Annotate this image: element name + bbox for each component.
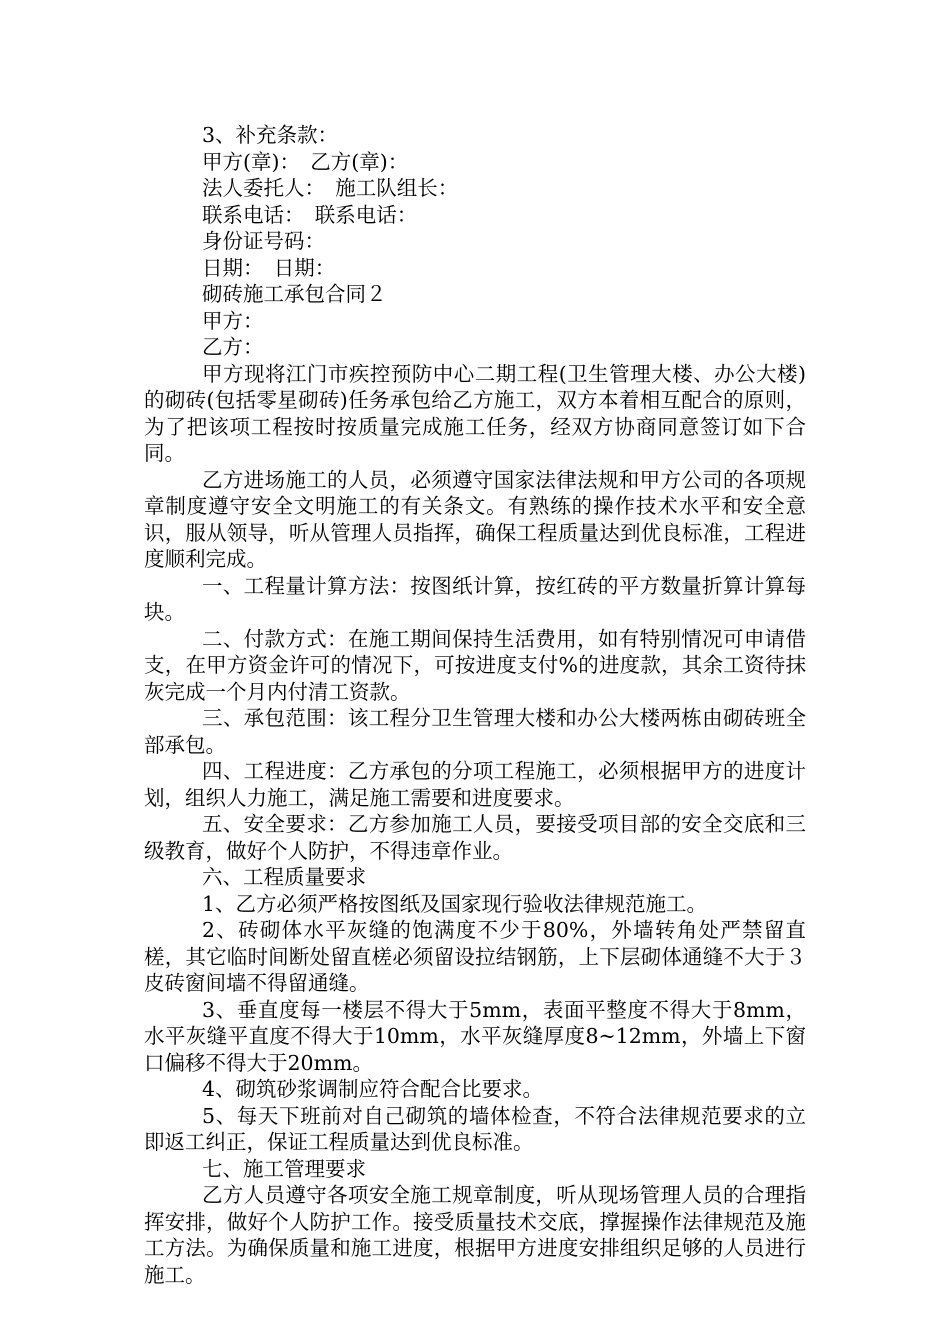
signature-id-line: 身份证号码：	[202, 229, 325, 253]
signature-representative-line: 法人委托人： 施工队组长：	[202, 176, 459, 200]
party-b-line: 乙方：	[202, 335, 264, 359]
paragraph-section-1: 一、工程量计算方法：按图纸计算，按红砖的平方数量折算计算每块。	[144, 573, 806, 624]
quality-item-2: 2、砖砌体水平灰缝的饱满度不少于80%，外墙转角处严禁留直槎，其它临时间断处留直槎必须留设拉结钢筋，上下层砌体通缝不大于３皮砖窗间墙不得留通缝。	[144, 918, 806, 995]
signature-date-line: 日期： 日期：	[202, 255, 336, 280]
section-heading-management: 七、施工管理要求	[202, 1156, 366, 1181]
paragraph-personnel: 乙方进场施工的人员，必须遵守国家法律法规和甲方公司的各项规章制度遵守安全文明施工的有关条文。有熟练的操作技术水平和安全意识，服从领导，听从管理人员指挥，确保工程质量达到优良标准，工程进度顺利完成。	[144, 467, 806, 571]
quality-item-5: 5、每天下班前对自己砌筑的墙体检查，不符合法律规范要求的立即返工纠正，保证工程质量达到优良标准。	[144, 1103, 806, 1154]
paragraph-section-2: 二、付款方式：在施工期间保持生活费用，如有特别情况可申请借支，在甲方资金许可的情况下，可按进度支付%的进度款，其余工资待抹灰完成一个月内付清工资款。	[144, 626, 806, 704]
signature-seal-line: 甲方(章)： 乙方(章)：	[202, 149, 409, 174]
signature-phone-line: 联系电话： 联系电话：	[202, 202, 418, 227]
contract-title: 砌砖施工承包合同２	[202, 282, 387, 306]
paragraph-intro: 甲方现将江门市疾控预防中心二期工程(卫生管理大楼、办公大楼)的砌砖(包括零星砌砖)任务承包给乙方施工，双方本着相互配合的原则，为了把该项工程按时按质量完成施工任务，经双方协商同意签订如下合同。	[144, 361, 806, 465]
clause-heading-supplementary: 3、补充条款：	[202, 123, 339, 147]
quality-item-1: 1、乙方必须严格按图纸及国家现行验收法律规范施工。	[202, 891, 708, 916]
party-a-line: 甲方：	[202, 308, 264, 333]
paragraph-section-4: 四、工程进度：乙方承包的分项工程施工，必须根据甲方的进度计划，组织人力施工，满足施工需要和进度要求。	[144, 759, 806, 810]
paragraph-section-5: 五、安全要求：乙方参加施工人员，要接受项目部的安全交底和三级教育，做好个人防护，不得违章作业。	[144, 812, 806, 863]
quality-item-3: 3、垂直度每一楼层不得大于5mm，表面平整度不得大于8mm，水平灰缝平直度不得大于10mm，水平灰缝厚度8~12mm，外墙上下窗口偏移不得大于20mm。	[144, 997, 806, 1075]
quality-item-4: 4、砌筑砂浆调制应符合配合比要求。	[202, 1077, 544, 1101]
section-heading-quality: 六、工程质量要求	[202, 865, 366, 889]
document-body	[144, 122, 806, 1288]
paragraph-management: 乙方人员遵守各项安全施工规章制度，听从现场管理人员的合理指挥安排，做好个人防护工作。接受质量技术交底，撑握操作法律规范及施工方法。为确保质量和施工进度，根据甲方进度安排组织足够的人员进行施工。	[144, 1183, 806, 1287]
paragraph-section-3: 三、承包范围：该工程分卫生管理大楼和办公大楼两栋由砌砖班全部承包。	[144, 706, 806, 757]
